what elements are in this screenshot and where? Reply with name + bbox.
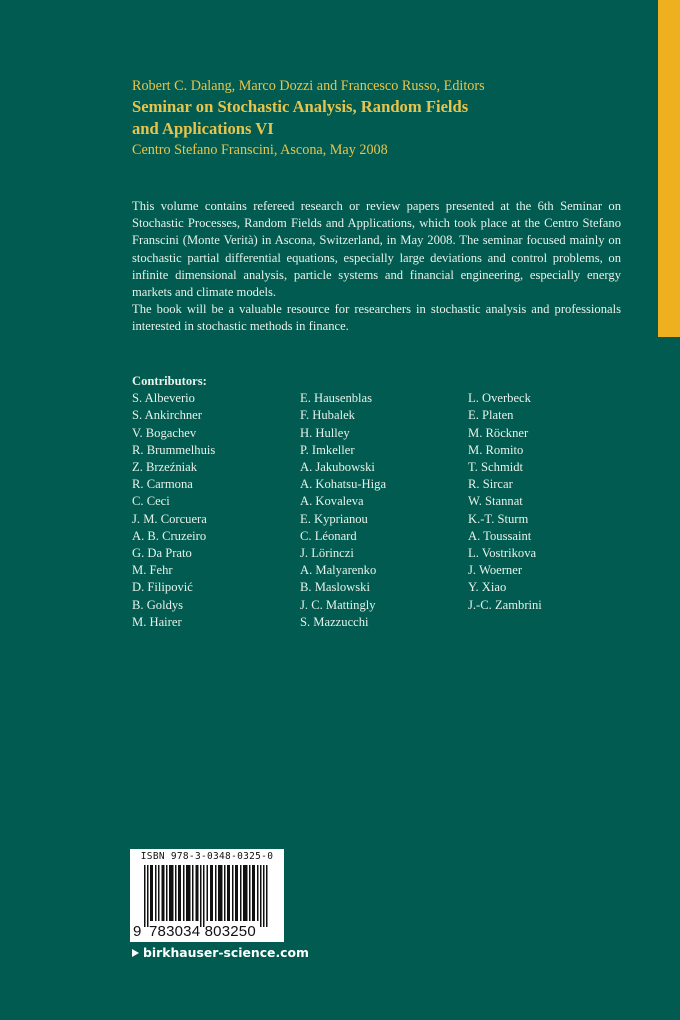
contributor-name: A. Kovaleva <box>300 494 364 509</box>
contributor-name: A. Jakubowski <box>300 460 375 475</box>
contributor-name: T. Schmidt <box>468 460 524 475</box>
contributor-name: Y. Xiao <box>468 580 507 595</box>
contributor-name: J. Lörinczi <box>300 546 354 561</box>
contributor-name: M. Fehr <box>132 563 173 578</box>
contributor-name: E. Kyprianou <box>300 511 368 526</box>
contributor-name: Z. Brzeźniak <box>132 460 198 475</box>
book-title-line-2: and Applications VI <box>132 119 274 138</box>
contributor-name: K.-T. Sturm <box>468 511 529 526</box>
contributors-section <box>132 373 632 631</box>
contributor-name: A. Toussaint <box>468 528 532 543</box>
contributor-name: P. Imkeller <box>300 442 355 457</box>
contributor-name: M. Romito <box>468 442 524 457</box>
contributor-name: S. Mazzucchi <box>300 614 369 629</box>
cover-header <box>132 76 632 160</box>
contributors-column-2 <box>300 390 468 631</box>
description-paragraph-2: The book will be a valuable resource for researchers in stochastic analysis and professionals interested in stochastic methods in finance. <box>132 302 621 334</box>
ean-first-digit: 9 <box>133 923 142 940</box>
contributor-name: B. Maslowski <box>300 580 370 595</box>
publisher-url[interactable]: birkhauser-science.com <box>143 945 309 960</box>
isbn-label: ISBN 978-3-0348-0325-0 <box>140 851 274 862</box>
contributor-name: A. B. Cruzeiro <box>132 528 207 543</box>
contributor-name: C. Ceci <box>132 494 170 509</box>
publisher-link[interactable] <box>132 945 309 960</box>
contributor-name: J. Woerner <box>468 563 523 578</box>
contributor-name: J.-C. Zambrini <box>468 597 542 612</box>
contributor-name: J. M. Corcuera <box>132 511 207 526</box>
contributor-name: R. Brummelhuis <box>132 442 216 457</box>
contributor-name: R. Sircar <box>468 477 513 492</box>
contributor-name: M. Hairer <box>132 614 182 629</box>
contributor-name: B. Goldys <box>132 597 184 612</box>
contributors-columns <box>132 390 632 631</box>
contributor-name: G. Da Prato <box>132 546 192 561</box>
isbn-barcode <box>130 849 284 942</box>
contributor-name: L. Vostrikova <box>468 546 537 561</box>
contributors-heading: Contributors: <box>132 374 207 388</box>
description-paragraph-1: This volume contains refereed research or review papers presented at the 6th Seminar on Stochastic Processes, Random Fields and Applications, which took place at the Centro Stefano Franscini (Monte Verità) in Ascona, Switzerland, in May 2008. The seminar focused mainly on stochastic partial differential equations, especially large deviations and control problems, on infinite dimensional analysis, particle systems and financial engineering, especially energy markets and climate models. <box>132 199 621 300</box>
editors-line: Robert C. Dalang, Marco Dozzi and Francesco Russo, Editors <box>132 78 485 94</box>
play-arrow-icon <box>132 949 139 957</box>
contributor-name: S. Albeverio <box>132 391 195 406</box>
barcode-bars-icon <box>144 865 268 927</box>
contributor-name: M. Röckner <box>468 425 529 440</box>
ean-digits: 783034 803250 <box>149 923 256 940</box>
book-description <box>132 198 621 336</box>
contributors-column-3 <box>468 390 628 631</box>
contributor-name: A. Kohatsu-Higa <box>300 477 387 492</box>
contributor-name: W. Stannat <box>468 494 523 509</box>
contributor-name: H. Hulley <box>300 425 350 440</box>
venue-line: Centro Stefano Franscini, Ascona, May 2008 <box>132 142 388 158</box>
contributor-name: E. Hausenblas <box>300 391 373 406</box>
contributor-name: C. Léonard <box>300 528 357 543</box>
contributor-name: V. Bogachev <box>132 425 197 440</box>
contributor-name: F. Hubalek <box>300 408 355 423</box>
contributor-name: S. Ankirchner <box>132 408 202 423</box>
contributor-name: D. Filipović <box>132 580 193 595</box>
contributors-column-1 <box>132 390 300 631</box>
contributor-name: L. Overbeck <box>468 391 531 406</box>
contributor-name: J. C. Mattingly <box>300 597 376 612</box>
book-title-line-1: Seminar on Stochastic Analysis, Random Fields <box>132 97 469 116</box>
contributor-name: A. Malyarenko <box>300 563 377 578</box>
accent-stripe <box>658 0 680 337</box>
contributor-name: E. Platen <box>468 408 514 423</box>
contributor-name: R. Carmona <box>132 477 193 492</box>
